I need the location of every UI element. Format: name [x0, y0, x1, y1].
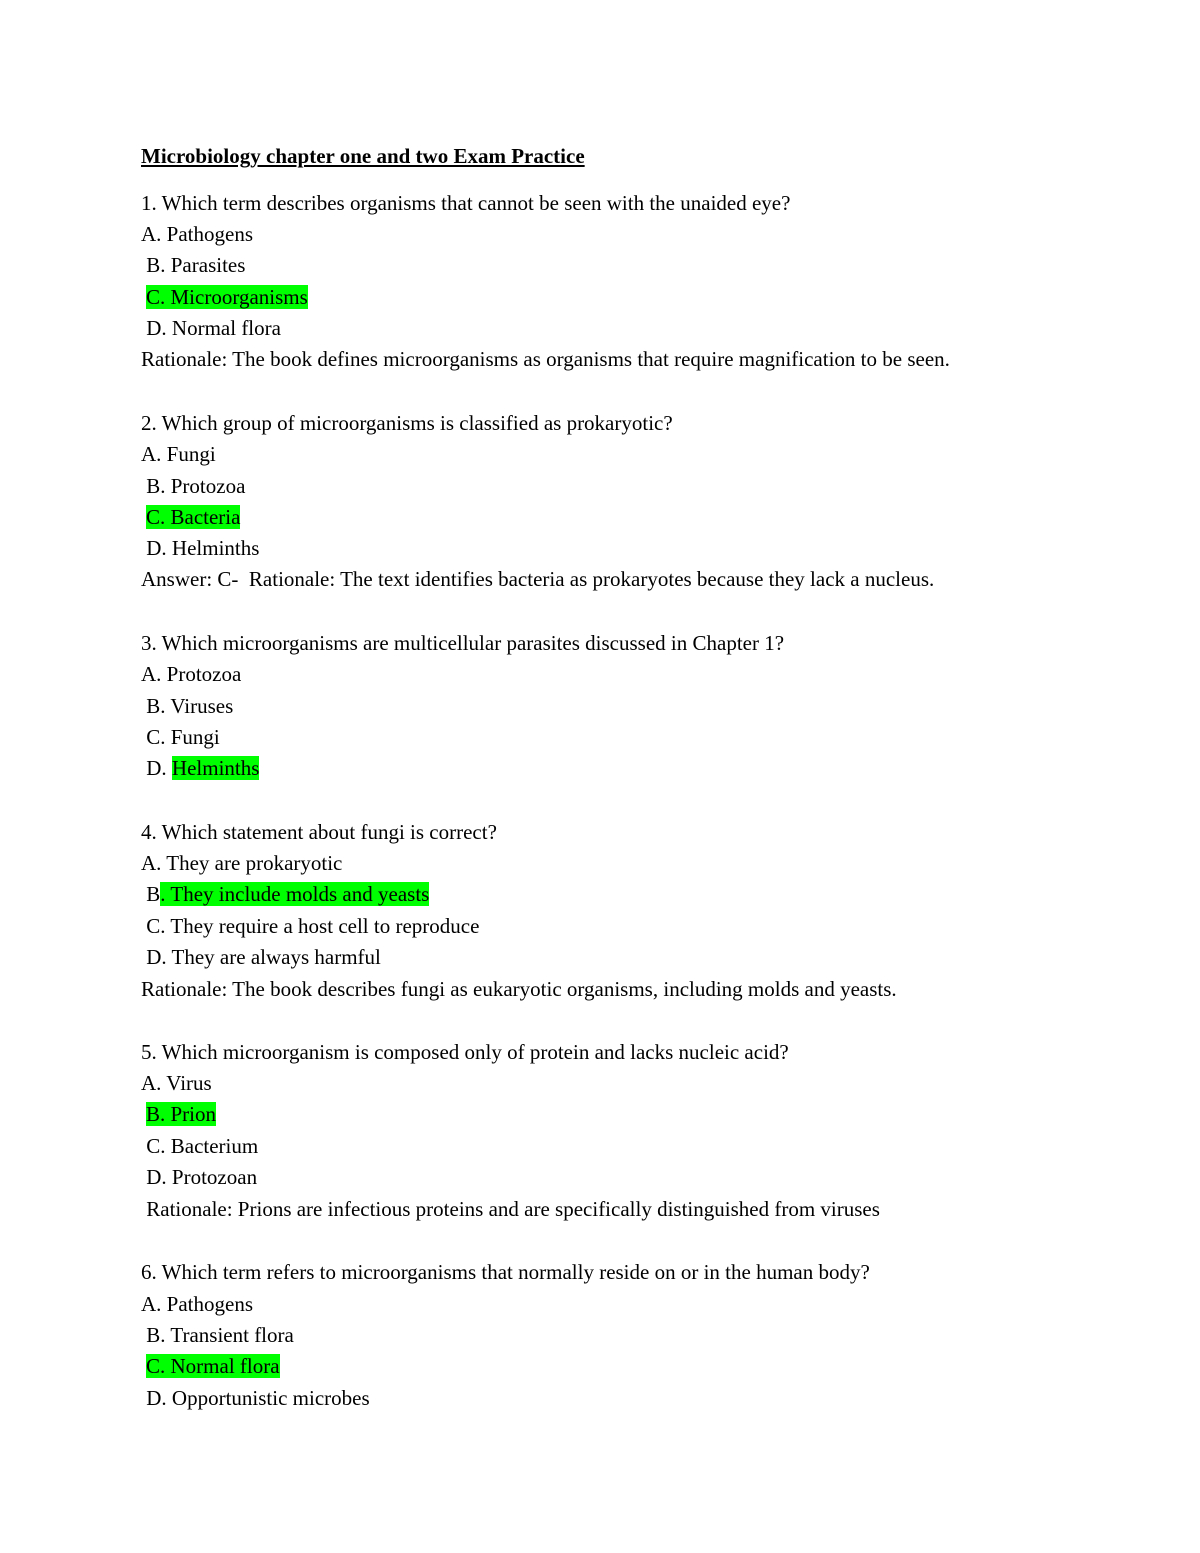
question-2-option-a: A. Fungi	[141, 442, 216, 466]
question-6-option-c	[146, 1351, 280, 1382]
question-1-option-b: B. Parasites	[141, 253, 246, 277]
question-1-option-a: A. Pathogens	[141, 222, 253, 246]
question-3-option-b: B. Viruses	[141, 694, 234, 718]
question-6-option-d: D. Opportunistic microbes	[141, 1386, 370, 1410]
question-2-option-c	[146, 502, 240, 533]
question-1-option-c	[146, 282, 308, 313]
question-6-option-b: B. Transient flora	[141, 1323, 294, 1347]
question-4-option-d: D. They are always harmful	[141, 945, 381, 969]
question-6-option-a: A. Pathogens	[141, 1292, 253, 1316]
question-5-rationale: Rationale: Prions are infectious proteins and are specifically distinguished from viruses	[141, 1197, 880, 1221]
page-title: Microbiology chapter one and two Exam Practice	[141, 144, 585, 168]
question-5-option-a: A. Virus	[141, 1071, 212, 1095]
question-2-option-d: D. Helminths	[141, 536, 260, 560]
question-4-option-c: C. They require a host cell to reproduce	[141, 914, 480, 938]
question-5-option-b	[146, 1099, 216, 1130]
question-5-option-c: C. Bacterium	[141, 1134, 259, 1158]
question-3-text: 3. Which microorganisms are multicellular parasites discussed in Chapter 1?	[141, 631, 785, 655]
option-letter: D.	[141, 756, 172, 780]
question-2-rationale: Answer: C- Rationale: The text identifies bacteria as prokaryotes because they lack a nucleus.	[141, 567, 935, 591]
question-4-option-a: A. They are prokaryotic	[141, 851, 343, 875]
correct-answer-highlight: C. Microorganisms	[146, 285, 308, 309]
question-3-option-d	[141, 753, 259, 784]
question-3-option-c: C. Fungi	[141, 725, 220, 749]
question-5-option-d: D. Protozoan	[141, 1165, 258, 1189]
question-1-option-d: D. Normal flora	[141, 316, 281, 340]
question-2-option-b: B. Protozoa	[141, 474, 246, 498]
question-6-text: 6. Which term refers to microorganisms that normally reside on or in the human body?	[141, 1260, 870, 1284]
correct-answer-highlight: C. Normal flora	[146, 1354, 280, 1378]
option-letter: B	[141, 882, 161, 906]
question-4-text: 4. Which statement about fungi is correct?	[141, 820, 497, 844]
correct-answer-highlight: Helminths	[171, 756, 260, 780]
question-4-option-b	[141, 879, 429, 910]
correct-answer-highlight: . They include molds and yeasts	[160, 882, 430, 906]
question-3-option-a: A. Protozoa	[141, 662, 242, 686]
question-5-text: 5. Which microorganism is composed only of protein and lacks nucleic acid?	[141, 1040, 789, 1064]
question-1-text: 1. Which term describes organisms that cannot be seen with the unaided eye?	[141, 191, 791, 215]
question-2-text: 2. Which group of microorganisms is classified as prokaryotic?	[141, 411, 673, 435]
question-4-rationale: Rationale: The book describes fungi as eukaryotic organisms, including molds and yeasts.	[141, 977, 897, 1001]
correct-answer-highlight: B. Prion	[146, 1102, 217, 1126]
correct-answer-highlight: C. Bacteria	[146, 505, 241, 529]
question-1-rationale: Rationale: The book defines microorganisms as organisms that require magnification to be seen.	[141, 347, 950, 371]
